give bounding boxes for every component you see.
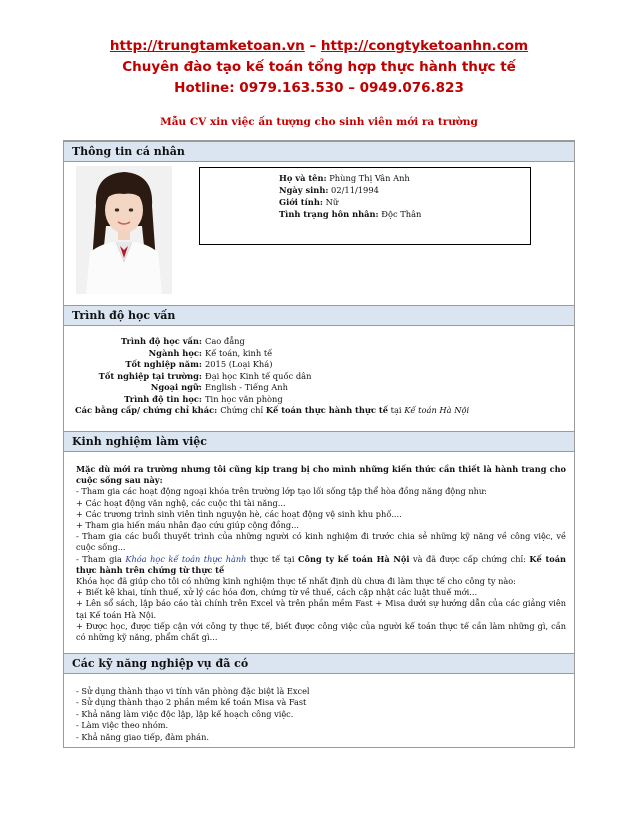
education-row xyxy=(76,359,469,371)
experience-line: - Tham gia các hoạt động ngoại khóa trên trường lớp tạo lối sống tập thể hòa đồng năng động như: xyxy=(76,486,487,497)
website-link-trungtamketoan[interactable]: http://trungtamketoan.vn xyxy=(109,38,305,54)
header-tagline: Chuyên đào tạo kế toán tổng hợp thực hành thực tế xyxy=(122,59,516,75)
experience-intro xyxy=(76,464,566,486)
gender-line xyxy=(279,196,530,208)
education-label: Ngoại ngữ: xyxy=(150,382,202,392)
marital-value: Độc Thân xyxy=(378,209,422,219)
skill-item: - Khả năng giao tiếp, đàm phán. xyxy=(76,731,209,742)
skills-list xyxy=(76,686,566,743)
personal-info-box xyxy=(199,167,531,245)
education-value: English - Tiếng Anh xyxy=(205,382,288,392)
name-value: Phùng Thị Vân Anh xyxy=(326,173,410,183)
name-label: Họ và tên: xyxy=(279,173,327,183)
skill-item: - Sử dụng thành thạo vi tính văn phòng đặc biệt là Excel xyxy=(76,686,310,696)
education-value: Cao đẳng xyxy=(205,336,245,346)
dob-value: 02/11/1994 xyxy=(328,185,379,195)
education-label: Trình độ học vấn: xyxy=(120,336,202,346)
experience-line: + Biết kê khai, tính thuế, xử lý các hóa đơn, chứng từ về thuế, cách cập nhật các luật thuế mới... xyxy=(76,587,478,598)
education-label: Ngành học: xyxy=(148,347,202,358)
certificate-prefix: Chứng chỉ xyxy=(220,405,266,415)
education-list xyxy=(76,336,469,417)
section-experience-heading: Kinh nghiệm làm việc xyxy=(64,431,574,452)
dob-label: Ngày sinh: xyxy=(279,185,329,195)
skill-item: - Khả năng làm việc độc lập, lập kế hoạch công việc. xyxy=(76,708,294,719)
gender-value: Nữ xyxy=(322,197,339,207)
course-certificate: Kế toán thực hành trên chứng từ thực tế xyxy=(76,553,567,575)
certificate-mid: tại xyxy=(388,405,405,415)
section-personal-heading: Thông tin cá nhân xyxy=(64,141,574,162)
marital-line xyxy=(279,208,530,220)
education-label: Tốt nghiệp tại trường: xyxy=(98,370,202,381)
education-value: Tin học văn phòng xyxy=(205,393,283,404)
education-value: 2015 (Loại Khá) xyxy=(205,359,273,369)
experience-course-line xyxy=(76,554,566,576)
course-company: Công ty kế toán Hà Nội xyxy=(298,553,410,564)
experience-line: + Được học, được tiếp cận với công ty thực tế, biết được công việc của người kế toán thực tế cần làm những gì, cần có những kỹ năng, phẩm chất gì... xyxy=(76,620,566,643)
course-prefix: - Tham gia xyxy=(76,553,126,564)
name-line xyxy=(279,172,530,184)
education-label: Trình độ tin học: xyxy=(124,393,202,404)
gender-label: Giới tính: xyxy=(279,197,323,207)
education-value: Kế toán, kinh tế xyxy=(205,347,273,358)
document-title: Mẫu CV xin việc ấn tượng cho sinh viên mới ra trường xyxy=(160,116,478,128)
education-value: Đại học Kinh tế quốc dân xyxy=(205,370,312,381)
marital-label: Tình trạng hôn nhân: xyxy=(279,209,379,219)
experience-intro-text: Mặc dù mới ra trường nhưng tôi cũng kịp trang bị cho mình những kiến thức cần thiết là hành trang cho cuộc sống sau này: xyxy=(76,464,566,486)
course-link[interactable]: Khóa học kế toán thực hành xyxy=(125,553,247,564)
profile-photo xyxy=(76,166,172,294)
experience-line: + Các trương trình sinh viên tình nguyện hè, các hoạt động vệ sinh khu phố.... xyxy=(76,508,402,519)
education-row xyxy=(76,382,469,394)
certificate-label: Các bằng cấp/ chứng chỉ khác: xyxy=(75,405,218,415)
education-row xyxy=(76,348,469,360)
experience-body xyxy=(76,464,566,643)
dob-line xyxy=(279,184,530,196)
education-row xyxy=(76,371,469,383)
certificate-issuer: Kế toán Hà Nội xyxy=(404,405,470,415)
education-row xyxy=(76,394,469,406)
course-mid: thực tế tại xyxy=(246,553,299,564)
section-skills-heading: Các kỹ năng nghiệp vụ đã có xyxy=(64,653,574,674)
experience-line: - Tham gia các buổi thuyết trình của những người có kinh nghiệm đi trước chia sẻ những kỹ năng về công việc, về cuộc sống... xyxy=(76,531,566,553)
skill-item: - Sử dụng thành thạo 2 phần mềm kế toán Misa và Fast xyxy=(76,697,307,708)
certificate-value xyxy=(220,405,469,417)
experience-line: + Lên sổ sách, lập báo cáo tài chính trên Excel và trên phần mềm Fast + Misa dưới sự hướng dẫn của các giảng viên tại Kế toán Hà Nội. xyxy=(76,598,566,620)
website-link-congtyketoanhn[interactable]: http://congtyketoanhn.com xyxy=(320,38,529,54)
course-mid2: và đã được cấp chứng chỉ: xyxy=(409,553,530,564)
header-separator: – xyxy=(304,38,321,54)
experience-line: Khóa học đã giúp cho tôi có những kinh nghiệm thực tế nhất định dù chưa đi làm thực tế cho công ty nào: xyxy=(76,576,516,587)
experience-line: + Các hoạt động văn nghệ, các cuộc thi tài năng... xyxy=(76,497,286,508)
section-education-heading: Trình độ học vấn xyxy=(64,305,574,326)
certificate-name: Kế toán thực hành thực tế xyxy=(265,405,389,415)
experience-line: + Tham gia hiến máu nhân đạo cứu giúp cộng đồng... xyxy=(76,520,299,531)
header-hotline: Hotline: 0979.163.530 – 0949.076.823 xyxy=(174,80,464,96)
education-row xyxy=(76,336,469,348)
certificate-row xyxy=(75,405,469,417)
education-label: Tốt nghiệp năm: xyxy=(125,359,202,369)
skill-item: - Làm việc theo nhóm. xyxy=(76,720,169,731)
header-urls xyxy=(0,38,638,54)
